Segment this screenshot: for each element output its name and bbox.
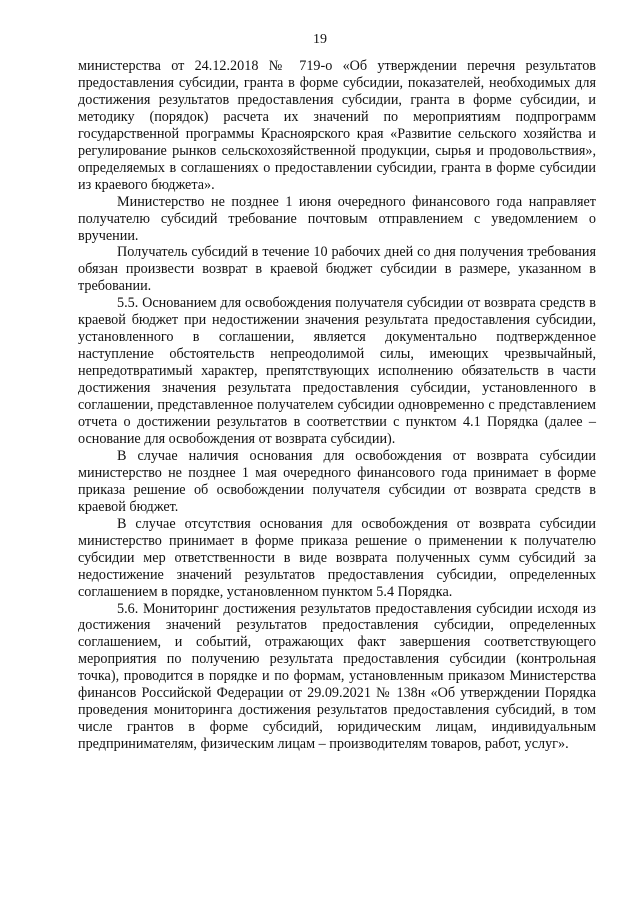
paragraph-exemption-absent: В случае отсутствия основания для освобождения от возврата субсидии министерство принимает в форме приказа решение о применении к получателю субсидии мер ответственности в виде возврата полученных сумм субсидий за недостижение значений результатов предоставления субсидии, определенных соглашением в порядке, установленном пунктом 5.4 Порядка. <box>78 515 596 600</box>
paragraph-continuation: министерства от 24.12.2018 № 719-о «Об утверждении перечня результатов предоставления субсидии, гранта в форме субсидии, показателей, необходимых для достижения результатов предоставления субсидии, гранта в форме субсидии, и методику (порядок) расчета их значений по мероприятиям подпрограмм государственной программы Красноярского края «Развитие сельского хозяйства и регулирование рынков сельскохозяйственной продукции, сырья и продовольствия», определяемых в соглашениях о предоставлении субсидии, гранта в форме субсидии из краевого бюджета». <box>78 58 596 193</box>
page-number: 19 <box>313 32 327 47</box>
paragraph-exemption-granted: В случае наличия основания для освобождения от возврата субсидии министерство не позднее 1 мая очередного финансового года принимает в форме приказа решение об освобождении получателя субсидии от возврата средств в краевой бюджет. <box>78 447 596 515</box>
paragraph-ministry-deadline: Министерство не позднее 1 июня очередного финансового года направляет получателю субсидий требование почтовым отправлением с уведомлением о вручении. <box>78 193 596 244</box>
paragraph-5-5: 5.5. Основанием для освобождения получателя субсидии от возврата средств в краевой бюджет при недостижении значения результата предоставления субсидии, установленного в соглашении, является документально подтвержденное наступление обстоятельств непреодолимой силы, имеющих чрезвычайный, непредотвратимый характер, препятствующих исполнению обязательств в части достижения значения результата предоставления субсидии, установленного в соглашении, представленное получателем субсидии одновременно с представлением отчета о достижении результатов в соответствии с пунктом 4.1 Порядка (далее – основание для освобождения от возврата субсидии). <box>78 295 596 447</box>
document-body <box>78 58 596 753</box>
paragraph-5-6: 5.6. Мониторинг достижения результатов предоставления субсидии исходя из достижения значений результатов предоставления субсидии, определенных соглашением, и событий, отражающих факт завершения соответствующего мероприятия по получению результата предоставления субсидии (контрольная точка), проводится в порядке и по формам, установленным приказом Министерства финансов Российской Федерации от 29.09.2021 № 138н «Об утверждении Порядка проведения мониторинга достижения результатов предоставления субсидий, в том числе грантов в форме субсидий, юридическим лицам, индивидуальным предпринимателям, физическим лицам – производителям товаров, работ, услуг». <box>78 600 596 753</box>
paragraph-recipient-refund: Получатель субсидий в течение 10 рабочих дней со дня получения требования обязан произвести возврат в краевой бюджет субсидии в размере, указанном в требовании. <box>78 244 596 295</box>
